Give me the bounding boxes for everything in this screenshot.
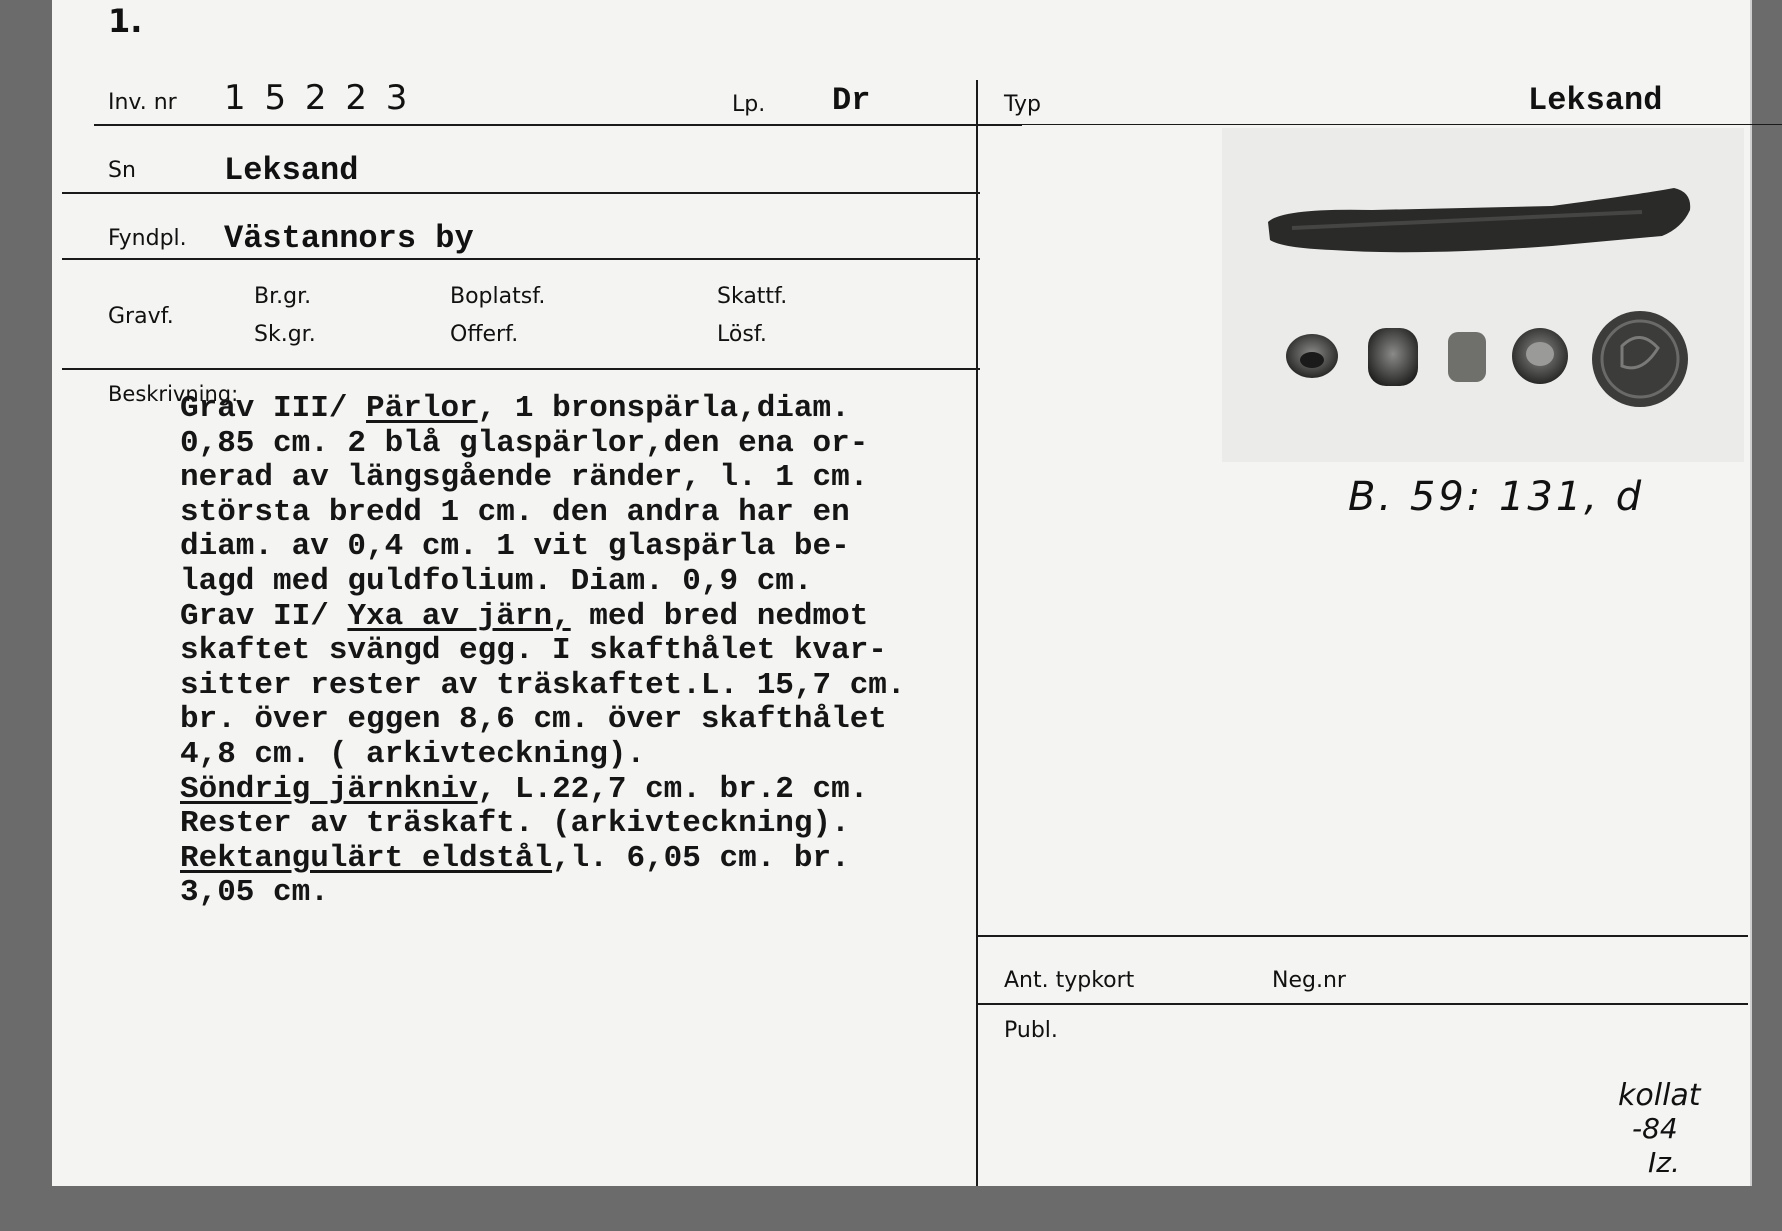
sn-value: Leksand (224, 152, 359, 189)
skgr-label: Sk.gr. (254, 322, 316, 347)
handwritten-note-2: -84 (1632, 1112, 1678, 1145)
desc-line: skaftet svängd egg. I skafthålet kvar- (180, 633, 887, 669)
desc-line: lagd med guldfolium. Diam. 0,9 cm. (180, 563, 813, 599)
bead-3 (1448, 332, 1486, 382)
fyndpl-value: Västannors by (224, 220, 474, 257)
desc-line: Grav III/ Pärlor, 1 bronspärla,diam. (180, 391, 850, 426)
sn-label: Sn (108, 158, 136, 183)
publ-label: Publ. (1004, 1018, 1058, 1043)
losf-label: Lösf. (717, 322, 767, 347)
photo-reference: B. 59: 131, d (1348, 474, 1645, 520)
desc-line: Grav II/ Yxa av järn, med bred nedmot (180, 598, 869, 634)
rule-publ (978, 1003, 1748, 1005)
handwritten-note-1: kollat (1618, 1078, 1701, 1113)
gravf-label: Gravf. (108, 304, 174, 329)
desc-line: br. över eggen 8,6 cm. över skafthålet (180, 702, 887, 738)
desc-line: diam. av 0,4 cm. 1 vit glaspärla be- (180, 529, 850, 565)
rule-fyndpl (62, 258, 980, 260)
inv-nr-label: Inv. nr (108, 90, 177, 115)
desc-line: 3,05 cm. (180, 875, 329, 911)
desc-line: största bredd 1 cm. den andra har en (180, 494, 850, 530)
desc-line: Rester av träskaft. (arkivteckning). (180, 806, 850, 842)
artifact-photo-image (1222, 128, 1744, 462)
offerf-label: Offerf. (450, 322, 519, 347)
rule-header (94, 124, 1022, 126)
typ-label: Typ (1004, 92, 1041, 117)
corner-number: 1. (108, 2, 143, 40)
lp-value: Dr (832, 82, 871, 119)
rule-sn (62, 192, 980, 194)
skattf-label: Skattf. (717, 284, 788, 309)
typ-value: Leksand (1528, 82, 1663, 119)
rule-gravf (62, 368, 980, 370)
catalog-card (52, 0, 1752, 1186)
handwritten-note-3: Iz. (1648, 1146, 1680, 1179)
neg-nr-label: Neg.nr (1272, 968, 1346, 993)
desc-line: 0,85 cm. 2 blå glaspärlor,den ena or- (180, 425, 869, 461)
desc-line: 4,8 cm. ( arkivteckning). (180, 736, 646, 772)
desc-line: nerad av längsgående ränder, l. 1 cm. (180, 460, 869, 496)
ant-typkort-label: Ant. typkort (1004, 968, 1135, 993)
rule-header-right (978, 124, 1782, 125)
artifact-photo (1222, 128, 1744, 462)
fyndpl-label: Fyndpl. (108, 226, 187, 251)
desc-line: Rektangulärt eldstål,l. 6,05 cm. br. (180, 840, 850, 876)
lp-label: Lp. (732, 92, 766, 117)
description-text (180, 392, 1010, 911)
beskrivning-label: Beskrivning: (108, 382, 239, 406)
desc-line: sitter rester av träskaftet.L. 15,7 cm. (180, 667, 906, 703)
boplatsf-label: Boplatsf. (450, 284, 546, 309)
coin (1592, 311, 1688, 407)
bead-2 (1368, 328, 1418, 386)
brgr-label: Br.gr. (254, 284, 312, 309)
desc-line: Söndrig järnkniv, L.22,7 cm. br.2 cm. (180, 771, 869, 807)
inv-nr-value: 1 5 2 2 3 (224, 78, 412, 118)
rule-ant-typkort (978, 935, 1748, 937)
